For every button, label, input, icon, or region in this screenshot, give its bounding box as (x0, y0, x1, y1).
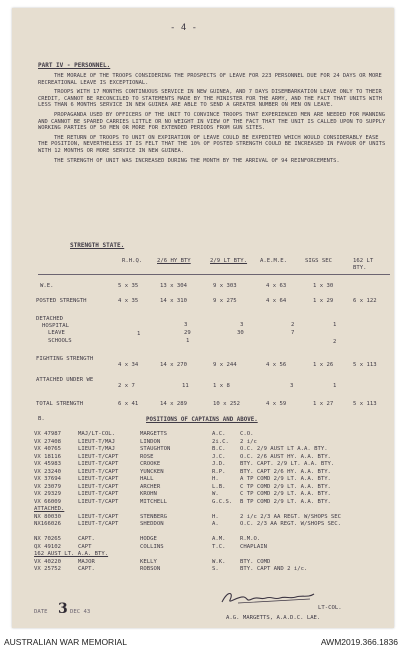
officer-no: VX 40765 (34, 446, 61, 452)
officer-name: COLLINS (140, 543, 164, 550)
officer-post: C TP COMD 2/9 LT. A.A. BTY. (240, 491, 331, 497)
table-cell: 1 (186, 338, 190, 344)
signature-block: A.G. MARGETTS, A.A.D.C. LAE. (226, 615, 321, 621)
officer-no: VX 45983 (34, 461, 61, 467)
col-header: 2/9 LT BTY. (210, 258, 248, 264)
row-label: SCHOOLS (48, 338, 72, 344)
officer-post: C TP COMD 2/9 LT. A.A. BTY. (240, 483, 331, 490)
paragraph: TROOPS WITH 17 MONTHS CONTINUOUS SERVICE IN NEW GUINEA, AND 7 DAYS DISEMBARKATION LEAVE ONLY TO THEIR CREDIT, CANNOT BE RECONCILED TO STATEMENTS MADE BY THE MINISTER FOR THE ARMY, AND THE FACT THAT UNITS WITH LESS THAN 6 MONTHS SERVICE IN NEW GUINEA ARE ABLE TO SEND A GREATER NUMBER ON MEN ON LEAVE. (38, 89, 383, 109)
row-label: HOSPITAL (42, 323, 69, 329)
officer-abbr: A. (212, 521, 219, 527)
officer-abbr: G.C.S. (212, 498, 233, 505)
table-rule (38, 274, 390, 275)
table-cell: 1 (333, 383, 337, 389)
officer-rank: LIEUT-T/CAPT (78, 468, 119, 475)
officer-abbr: A.M. (212, 536, 226, 542)
officer-name: YUNCKEN (140, 468, 164, 475)
officer-name: CROOKE (140, 461, 161, 467)
table-cell: 3 (184, 322, 188, 328)
officer-rank: LIEUT-T/CAPT (78, 521, 119, 527)
officer-name: STAUGHTON (140, 446, 171, 452)
officer-no: VX 29329 (34, 491, 61, 497)
table-cell: 2 (333, 339, 337, 345)
officer-name: KELLY (140, 558, 157, 565)
officer-no: VX 23240 (34, 468, 61, 475)
row-label: ATTACHED UNDER WE (36, 377, 94, 383)
officer-no: VX 23079 (34, 483, 61, 490)
officer-rank: LIEUT-T/MAJ (78, 446, 116, 452)
officer-abbr: A.C. (212, 431, 226, 437)
table-cell: 6 x 122 (353, 298, 377, 304)
officer-post: BTY. COMD (240, 558, 271, 565)
officer-rank: MAJOR (78, 558, 95, 565)
row-label: DETACHED (36, 316, 63, 322)
strength-heading: STRENGTH STATE. (70, 242, 125, 249)
paragraph: THE STRENGTH OF UNIT WAS INCREASED DURING THE MONTH BY THE ARRIVAL OF 94 REINFORCEMENTS. (54, 157, 340, 164)
signature-scribble (218, 588, 318, 606)
table-cell: 14 x 270 (160, 362, 187, 368)
table-cell: 2 (291, 322, 295, 328)
officer-name: ROSE (140, 453, 154, 460)
col-header: R.H.Q. (122, 258, 143, 264)
officer-abbr: J.C. (212, 453, 226, 460)
date-stamp-label: DATE (34, 609, 48, 615)
signature-rank: LT-COL. (318, 605, 342, 611)
date-stamp-day: 3 (58, 601, 68, 617)
officer-rank: LIEUT-T/CAPT (78, 461, 119, 467)
officer-rank: LIEUT-T/CAPT (78, 498, 119, 505)
table-cell: 6 x 41 (118, 401, 139, 407)
officer-name: KROHN (140, 491, 157, 497)
col-header: 2/6 HY BTY (157, 258, 191, 264)
table-cell: 5 x 113 (353, 401, 377, 407)
row-label: FIGHTING STRENGTH (36, 356, 94, 362)
table-cell: 1 x 27 (313, 401, 334, 407)
table-cell: 4 x 35 (118, 298, 139, 304)
officer-rank: ATTACHED. (34, 506, 65, 512)
table-cell: 30 (237, 330, 244, 336)
officer-post: BTY. CAPT 2/6 HY. A.A. BTY. (240, 468, 331, 475)
col-header: A.E.M.E. (260, 258, 287, 264)
table-cell: 11 (182, 383, 189, 389)
table-cell: 13 x 304 (160, 283, 187, 289)
officer-post: O.C. 2/6 AUST HY. A.A. BTY. (240, 453, 331, 460)
table-cell: 9 x 244 (213, 362, 237, 368)
positions-heading: POSITIONS OF CAPTAINS AND ABOVE. (146, 417, 258, 423)
officer-abbr: T.C. (212, 543, 226, 550)
date-stamp-month: DEC 43 (70, 609, 91, 615)
table-cell: 29 (184, 330, 191, 336)
officer-post: O.C. 2/3 AA REGT. W/SHOPS SEC. (240, 521, 342, 527)
footer-institution: AUSTRALIAN WAR MEMORIAL (4, 637, 127, 647)
table-cell: 9 x 275 (213, 298, 237, 304)
section-label: B. (38, 416, 45, 422)
officer-no: VX 47987 (34, 431, 61, 437)
officer-name: SHEDDON (140, 521, 164, 527)
paragraph: THE MORALE OF THE TROOPS CONSIDERING THE PROSPECTS OF LEAVE FOR 223 PERSONNEL DUE FOR 24 DAYS OR MORE RECREATIONAL LEAVE IS EXCEPTIONAL. (38, 73, 382, 86)
paragraph: THE RETURN OF TROOPS TO UNIT ON EXPIRATION OF LEAVE COULD BE EXPEDITED WHICH WOULD CONSIDERABLY EASE THE POSITION, NEVERTHELESS IT IS FELT THAT THE 10% OF POSTED STRENGTH COULD BE INCREASED IN FAVOUR OF UNITS WITH 12 MONTHS OR MORE SERVICE IN NEW GUINEA. (38, 134, 386, 154)
officer-name: STENBERG (140, 513, 167, 520)
officer-rank: MAJ/LT-COL. (78, 431, 116, 437)
table-cell: 2 x 7 (118, 383, 135, 389)
personnel-narrative (38, 73, 386, 167)
officer-name: HALL (140, 476, 154, 482)
officer-rank: LIEUT-T/CAPT (78, 483, 119, 490)
officer-rank: CAPT. (78, 566, 95, 572)
officer-post: 2 i/c (240, 438, 257, 445)
officer-no: VX 18116 (34, 453, 61, 460)
officer-abbr: L.B. (212, 483, 226, 490)
row-label: TOTAL STRENGTH (36, 401, 84, 407)
officer-name: ROBSON (140, 566, 161, 572)
table-cell: 5 x 113 (353, 362, 377, 368)
officer-abbr: S. (212, 566, 219, 572)
officer-post: CHAPLAIN (240, 543, 267, 550)
officer-no: NX 70265 (34, 536, 61, 542)
footer-accession: AWM2019.366.1836 (320, 637, 398, 647)
table-cell: 1 x 30 (313, 283, 334, 289)
archive-footer (0, 630, 404, 653)
officer-rank: LIEUT-T/CAPT (78, 513, 119, 520)
table-cell: 4 x 56 (266, 362, 287, 368)
officer-post: 2 i/c 2/3 AA REGT. W/SHOPS SEC (240, 513, 342, 520)
officer-abbr: J.D. (212, 461, 226, 467)
col-header: SIGS SEC (305, 258, 332, 264)
part-heading: PART IV - PERSONNEL. (38, 62, 111, 69)
officer-no: VX 25752 (34, 566, 61, 572)
table-cell: 1 x 8 (213, 383, 230, 389)
signature (218, 588, 318, 610)
table-cell: 4 x 63 (266, 283, 287, 289)
table-cell: 1 (137, 331, 141, 337)
officer-no: NX 80030 (34, 513, 61, 520)
officer-name: LINDON (140, 438, 161, 445)
officer-rank: CAPT. (78, 536, 95, 542)
officer-rank: LIEUT-T/CAPT (78, 476, 119, 482)
officer-rank: 162 AUST LT. A.A. BTY. (34, 551, 109, 557)
officer-abbr: H. (212, 476, 219, 482)
officer-abbr: 2i.C. (212, 438, 229, 445)
table-cell: 10 x 252 (213, 401, 240, 407)
officer-post: C.O. (240, 431, 254, 437)
officer-name: ARCHER (140, 483, 161, 490)
officer-no: QX 49102 (34, 543, 61, 550)
officer-name: HODGE (140, 536, 157, 542)
table-cell: 7 (291, 330, 295, 336)
table-cell: 3 (240, 322, 244, 328)
table-cell: 1 x 26 (313, 362, 334, 368)
officer-post: A TP COMD 2/9 LT. A.A. BTY. (240, 476, 331, 482)
page-number: - 4 - (170, 23, 198, 33)
row-label: POSTED STRENGTH (36, 298, 87, 304)
officer-no: NX166026 (34, 521, 61, 527)
paragraph: PROPAGANDA USED BY OFFICERS OF THE UNIT TO CONVINCE TROOPS THAT EXPERIENCED MEN ARE NEEDED FOR MANNING AND CANNOT BE SPARED CARRIES LITTLE OR NO WEIGHT IN VIEW OF THE FACT THAT THE UNIT IS CALLED UPON TO SUPPLY WORKING PARTIES OF 50 MEN OR MORE FOR EXTENDED PERIODS FROM GUN SITES. (38, 111, 386, 132)
col-header: 162 LT BTY. (353, 258, 374, 271)
table-cell: 4 x 34 (118, 362, 139, 368)
officer-rank: LIEUT-T/MAJ (78, 438, 116, 445)
officer-abbr: W. (212, 491, 219, 497)
officer-post: O.C. 2/9 AUST LT A.A. BTY. (240, 446, 328, 452)
officer-name: MARGETTS (140, 431, 167, 437)
officer-post: BTY. CAPT. 2/9 LT. A.A. BTY. (240, 461, 335, 467)
row-label: LEAVE (48, 330, 65, 336)
officer-name: MITCHELL (140, 498, 167, 505)
table-cell: 5 x 35 (118, 283, 139, 289)
table-cell: 9 x 303 (213, 283, 237, 289)
table-cell: 4 x 64 (266, 298, 287, 304)
officer-no: VX 66009 (34, 498, 61, 505)
officer-abbr: B.C. (212, 446, 226, 452)
table-cell: 14 x 289 (160, 401, 187, 407)
table-cell: 1 x 29 (313, 298, 334, 304)
officer-abbr: H. (212, 513, 219, 520)
officer-rank: LIEUT-T/CAPT (78, 453, 119, 460)
officer-no: VX 27408 (34, 438, 61, 445)
officer-no: VX 37694 (34, 476, 61, 482)
table-cell: 14 x 310 (160, 298, 187, 304)
officer-abbr: W.K. (212, 558, 226, 565)
officer-abbr: R.P. (212, 468, 226, 475)
officer-no: VX 40220 (34, 558, 61, 565)
officer-rank: CAPT (78, 543, 92, 550)
table-cell: 1 (333, 322, 337, 328)
officer-post: BTY. CAPT AND 2 i/c. (240, 566, 308, 572)
table-cell: 4 x 59 (266, 401, 287, 407)
officer-post: B TP COMD 2/9 LT. A.A. BTY. (240, 498, 331, 505)
row-label: W.E. (40, 283, 54, 289)
table-cell: 3 (290, 383, 294, 389)
officer-post: R.M.O. (240, 536, 261, 542)
officer-rank: LIEUT-T/CAPT (78, 491, 119, 497)
